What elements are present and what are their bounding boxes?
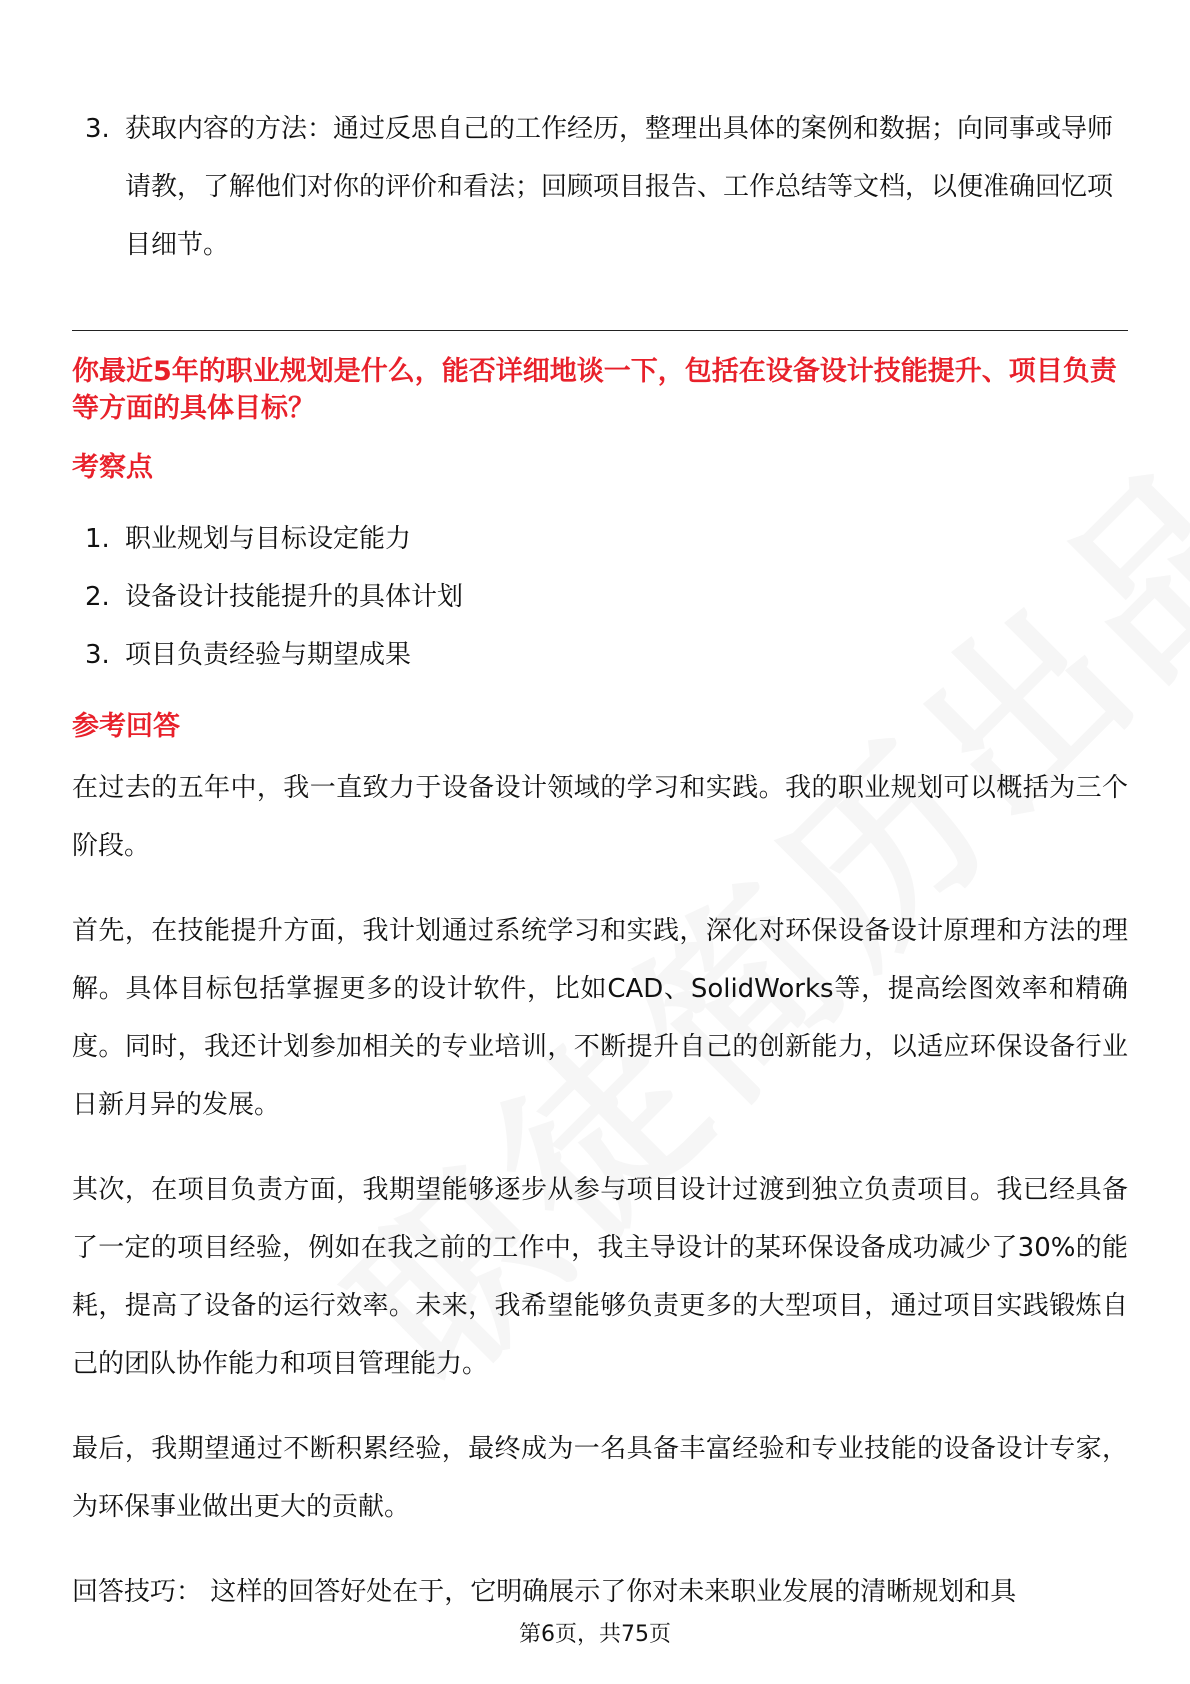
list-text: 获取内容的方法：通过反思自己的工作经历，整理出具体的案例和数据；向同事或导师请教，了解他们对你的评价和看法；回顾项目报告、工作总结等文档，以便准确回忆项目细节。 [125,114,1114,260]
list-number: 3. [85,114,110,144]
answer-tips-paragraph: 回答技巧： 这样的回答好处在于，它明确展示了你对未来职业发展的清晰规划和具 [72,1577,1017,1607]
points-list [72,510,1128,684]
list-text: 项目负责经验与期望成果 [125,640,412,670]
list-item [72,568,1128,626]
list-item [72,510,1128,568]
answer-paragraph: 在过去的五年中，我一直致力于设备设计领域的学习和实践。我的职业规划可以概括为三个阶段。 [72,773,1128,861]
list-text: 设备设计技能提升的具体计划 [125,582,464,612]
list-item [72,100,1128,274]
list-item [72,626,1128,684]
points-label: 考察点 [72,452,153,483]
intro-list [72,100,1128,274]
list-number: 2. [85,582,110,612]
answer-paragraph: 最后，我期望通过不断积累经验，最终成为一名具备丰富经验和专业技能的设备设计专家，为环保事业做出更大的贡献。 [72,1434,1128,1522]
section-divider [72,330,1128,331]
answer-label: 参考回答 [72,711,180,742]
answer-paragraph: 首先，在技能提升方面，我计划通过系统学习和实践，深化对环保设备设计原理和方法的理解。具体目标包括掌握更多的设计软件，比如CAD、SolidWorks等，提高绘图效率和精确度。同时，我还计划参加相关的专业培训，不断提升自己的创新能力，以适应环保设备行业日新月异的发展。 [72,916,1128,1120]
question-heading: 你最近5年的职业规划是什么，能否详细地谈一下，包括在设备设计技能提升、项目负责等方面的具体目标？ [72,356,1117,424]
list-text: 职业规划与目标设定能力 [125,524,412,554]
page-number: 第6页，共75页 [519,1622,671,1647]
page-content [72,100,1128,1621]
list-number: 1. [85,524,110,554]
list-number: 3. [85,640,110,670]
answer-paragraph: 其次，在项目负责方面，我期望能够逐步从参与项目设计过渡到独立负责项目。我已经具备了一定的项目经验，例如在我之前的工作中，我主导设计的某环保设备成功减少了30%的能耗，提高了设备的运行效率。未来，我希望能够负责更多的大型项目，通过项目实践锻炼自己的团队协作能力和项目管理能力。 [72,1175,1128,1379]
